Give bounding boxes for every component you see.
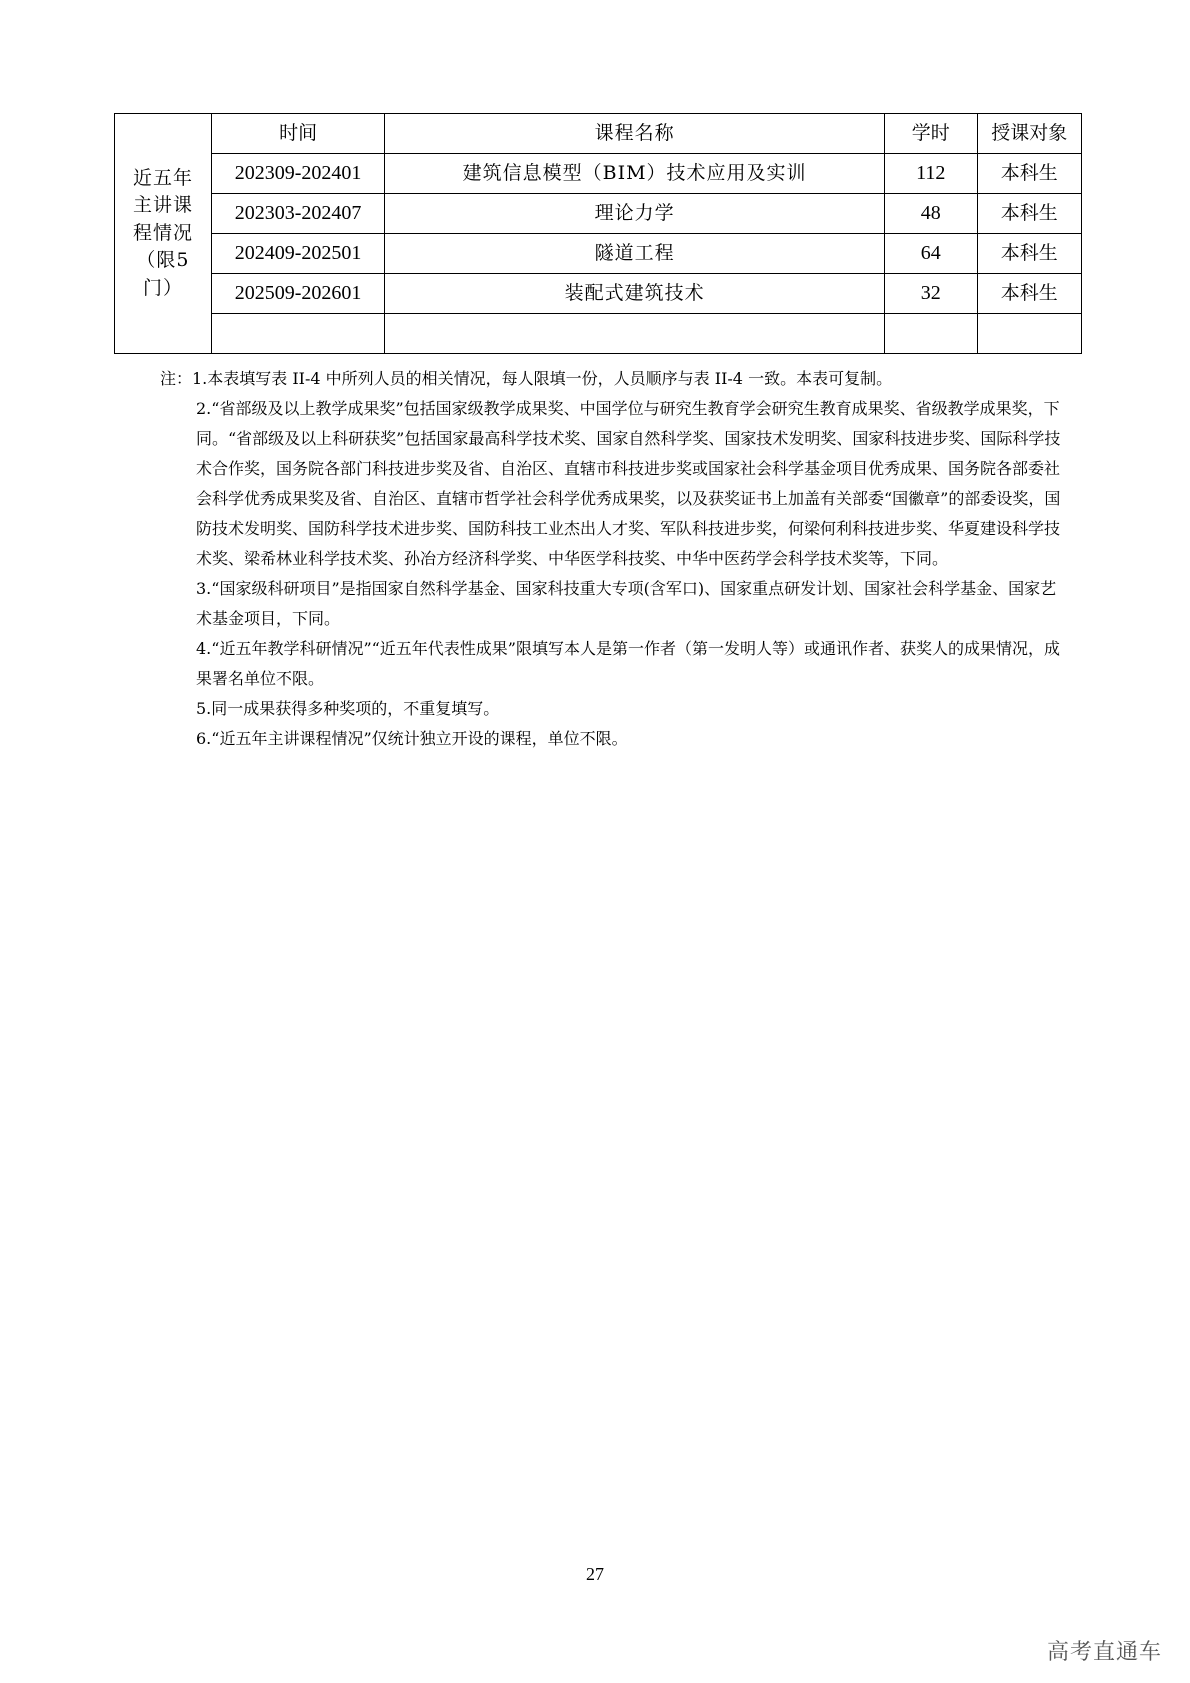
cell-audience: 本科生	[977, 274, 1082, 314]
courses-table	[114, 113, 1082, 354]
note-1: 注：1.本表填写表 II-4 中所列人员的相关情况，每人限填一份，人员顺序与表 II-4 一致。本表可复制。	[160, 369, 893, 388]
cell-audience	[977, 314, 1082, 354]
cell-audience: 本科生	[977, 194, 1082, 234]
cell-audience: 本科生	[977, 234, 1082, 274]
table-row	[115, 274, 1082, 314]
cell-time: 202309-202401	[211, 154, 384, 194]
watermark-text: 高考直通车	[1046, 1640, 1162, 1665]
note-5: 5.同一成果获得多种奖项的，不重复填写。	[196, 699, 500, 718]
row-header-cell: 近五年主讲课程情况（限5门）	[115, 114, 212, 354]
cell-hours: 112	[884, 154, 977, 194]
cell-audience: 本科生	[977, 154, 1082, 194]
header-audience: 授课对象	[977, 114, 1082, 154]
cell-hours: 64	[884, 234, 977, 274]
notes-section	[160, 364, 1070, 754]
cell-course: 装配式建筑技术	[385, 274, 885, 314]
cell-time: 202303-202407	[211, 194, 384, 234]
cell-hours: 32	[884, 274, 977, 314]
table-row	[115, 154, 1082, 194]
cell-course	[385, 314, 885, 354]
header-time: 时间	[211, 114, 384, 154]
cell-hours: 48	[884, 194, 977, 234]
note-3: 3.“国家级科研项目”是指国家自然科学基金、国家科技重大专项(含军口)、国家重点研发计划、国家社会科学基金、国家艺术基金项目，下同。	[196, 579, 1057, 628]
header-hours: 学时	[884, 114, 977, 154]
cell-time: 202409-202501	[211, 234, 384, 274]
table-row-empty	[115, 314, 1082, 354]
table-row	[115, 194, 1082, 234]
cell-course: 理论力学	[385, 194, 885, 234]
note-6: 6.“近五年主讲课程情况”仅统计独立开设的课程，单位不限。	[196, 729, 628, 748]
page-number: 27	[586, 1564, 604, 1584]
table-header-row	[115, 114, 1082, 154]
cell-time: 202509-202601	[211, 274, 384, 314]
header-course: 课程名称	[385, 114, 885, 154]
cell-course: 隧道工程	[385, 234, 885, 274]
note-2: 2.“省部级及以上教学成果奖”包括国家级教学成果奖、中国学位与研究生教育学会研究生教育成果奖、省级教学成果奖，下同。“省部级及以上科研获奖”包括国家最高科学技术奖、国家自然科学奖、国家技术发明奖、国家科技进步奖、国际科学技术合作奖，国务院各部门科技进步奖及省、自治区、直辖市科技进步奖或国家社会科学基金项目优秀成果、国务院各部委社会科学优秀成果奖及省、自治区、直辖市哲学社会科学优秀成果奖，以及获奖证书上加盖有关部委“国徽章”的部委设奖，国防技术发明奖、国防科学技术进步奖、国防科技工业杰出人才奖、军队科技进步奖，何梁何利科技进步奖、华夏建设科学技术奖、梁希林业科学技术奖、孙冶方经济科学奖、中华医学科技奖、中华中医药学会科学技术奖等，下同。	[196, 399, 1061, 568]
cell-time	[211, 314, 384, 354]
cell-course: 建筑信息模型（BIM）技术应用及实训	[385, 154, 885, 194]
cell-hours	[884, 314, 977, 354]
note-4: 4.“近五年教学科研情况”“近五年代表性成果”限填写本人是第一作者（第一发明人等）或通讯作者、获奖人的成果情况，成果署名单位不限。	[196, 639, 1060, 688]
table-row	[115, 234, 1082, 274]
